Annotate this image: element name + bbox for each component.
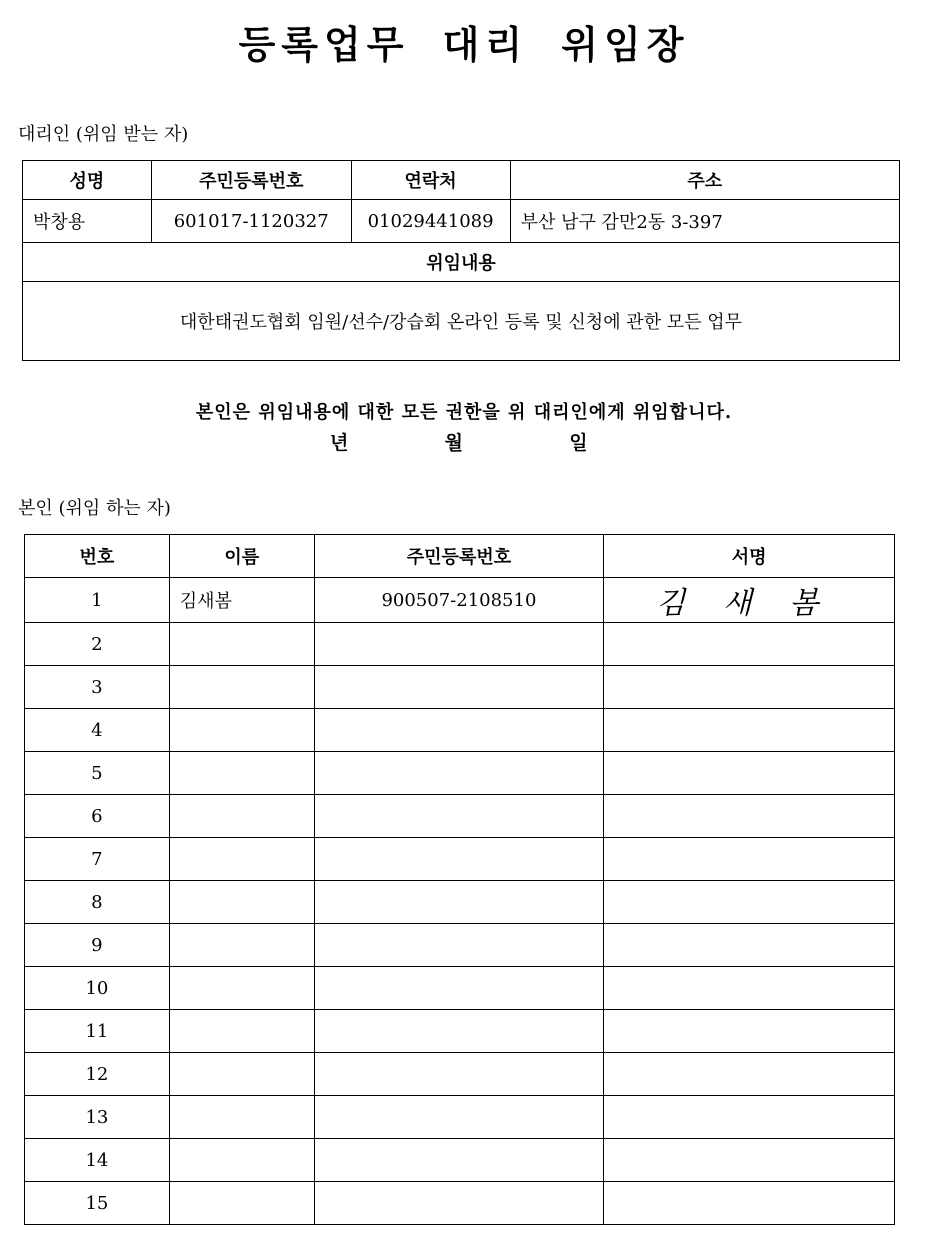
signature-cell xyxy=(604,709,895,752)
document-title: 등록업무 대리 위임장 xyxy=(238,22,690,67)
principal-name xyxy=(169,1053,314,1096)
principal-resident-number xyxy=(314,666,604,709)
row-number: 10 xyxy=(25,967,170,1010)
principal-resident-number xyxy=(314,838,604,881)
agent-data-row xyxy=(23,200,900,243)
principal-name xyxy=(169,1182,314,1225)
principal-name xyxy=(169,838,314,881)
agent-section-label: 대리인 (위임 받는 자) xyxy=(18,124,189,145)
row-number: 1 xyxy=(25,578,170,623)
header-contact: 연락처 xyxy=(351,161,510,200)
row-number: 7 xyxy=(25,838,170,881)
principal-resident-number: 900507-2108510 xyxy=(314,578,604,623)
signature-cell xyxy=(604,1010,895,1053)
table-row xyxy=(25,795,895,838)
agent-contact: 01029441089 xyxy=(351,200,510,243)
row-number: 3 xyxy=(25,666,170,709)
agent-table xyxy=(22,160,900,361)
row-number: 15 xyxy=(25,1182,170,1225)
principal-resident-number xyxy=(314,752,604,795)
table-row xyxy=(25,752,895,795)
agent-address: 부산 남구 감만2동 3-397 xyxy=(510,200,899,243)
principal-name xyxy=(169,709,314,752)
table-row xyxy=(25,838,895,881)
signature-cell xyxy=(604,1096,895,1139)
signature-cell xyxy=(604,1182,895,1225)
agent-resident-number: 601017-1120327 xyxy=(151,200,351,243)
table-row xyxy=(25,666,895,709)
principal-resident-number xyxy=(314,795,604,838)
table-row xyxy=(25,709,895,752)
signature-cell xyxy=(604,623,895,666)
principal-name xyxy=(169,666,314,709)
row-number: 8 xyxy=(25,881,170,924)
table-row xyxy=(25,967,895,1010)
date-day: 일 xyxy=(569,432,588,454)
principal-name xyxy=(169,881,314,924)
row-number: 13 xyxy=(25,1096,170,1139)
principal-resident-number xyxy=(314,1139,604,1182)
row-number: 5 xyxy=(25,752,170,795)
handwritten-signature: 김 새 봄 xyxy=(604,578,895,623)
row-number: 11 xyxy=(25,1010,170,1053)
principal-name xyxy=(169,924,314,967)
table-row xyxy=(25,1053,895,1096)
principal-resident-number xyxy=(314,881,604,924)
principal-resident-number xyxy=(314,1182,604,1225)
table-row xyxy=(25,623,895,666)
signature-cell xyxy=(604,924,895,967)
header-address: 주소 xyxy=(510,161,899,200)
signature-cell xyxy=(604,795,895,838)
date-line xyxy=(330,428,588,455)
header-name: 성명 xyxy=(23,161,152,200)
signature-cell xyxy=(604,967,895,1010)
row-number: 14 xyxy=(25,1139,170,1182)
table-row xyxy=(25,1139,895,1182)
principal-name xyxy=(169,752,314,795)
agent-header-row xyxy=(23,161,900,200)
principal-name xyxy=(169,623,314,666)
principal-section-label: 본인 (위임 하는 자) xyxy=(18,498,171,519)
principal-resident-number xyxy=(314,967,604,1010)
principal-name xyxy=(169,1010,314,1053)
signature-cell xyxy=(604,1053,895,1096)
delegation-header-row xyxy=(23,243,900,282)
header-resident-number: 주민등록번호 xyxy=(151,161,351,200)
delegation-content: 대한태권도협회 임원/선수/강습회 온라인 등록 및 신청에 관한 모든 업무 xyxy=(23,282,900,361)
signature-cell xyxy=(604,1139,895,1182)
row-number: 12 xyxy=(25,1053,170,1096)
delegation-header: 위임내용 xyxy=(23,243,900,282)
table-row xyxy=(25,1096,895,1139)
table-row xyxy=(25,924,895,967)
table-row xyxy=(25,578,895,623)
agent-name: 박창용 xyxy=(23,200,152,243)
table-row xyxy=(25,881,895,924)
principal-name xyxy=(169,795,314,838)
signature-cell xyxy=(604,752,895,795)
table-row xyxy=(25,1182,895,1225)
date-year: 년 xyxy=(330,432,349,454)
principal-table xyxy=(24,534,895,1225)
date-month: 월 xyxy=(444,432,463,454)
principal-name xyxy=(169,1139,314,1182)
header-principal-name: 이름 xyxy=(169,535,314,578)
principal-resident-number xyxy=(314,924,604,967)
header-principal-resident-number: 주민등록번호 xyxy=(314,535,604,578)
signature-cell xyxy=(604,838,895,881)
row-number: 9 xyxy=(25,924,170,967)
row-number: 4 xyxy=(25,709,170,752)
row-number: 6 xyxy=(25,795,170,838)
header-signature: 서명 xyxy=(604,535,895,578)
delegation-statement: 본인은 위임내용에 대한 모든 권한을 위 대리인에게 위임합니다. xyxy=(195,402,733,423)
principal-name: 김새봄 xyxy=(169,578,314,623)
principal-name xyxy=(169,967,314,1010)
principal-header-row xyxy=(25,535,895,578)
signature-cell xyxy=(604,881,895,924)
header-number: 번호 xyxy=(25,535,170,578)
principal-name xyxy=(169,1096,314,1139)
principal-resident-number xyxy=(314,623,604,666)
signature-cell xyxy=(604,666,895,709)
principal-resident-number xyxy=(314,1010,604,1053)
principal-resident-number xyxy=(314,1053,604,1096)
principal-resident-number xyxy=(314,709,604,752)
table-row xyxy=(25,1010,895,1053)
row-number: 2 xyxy=(25,623,170,666)
principal-resident-number xyxy=(314,1096,604,1139)
delegation-content-row xyxy=(23,282,900,361)
